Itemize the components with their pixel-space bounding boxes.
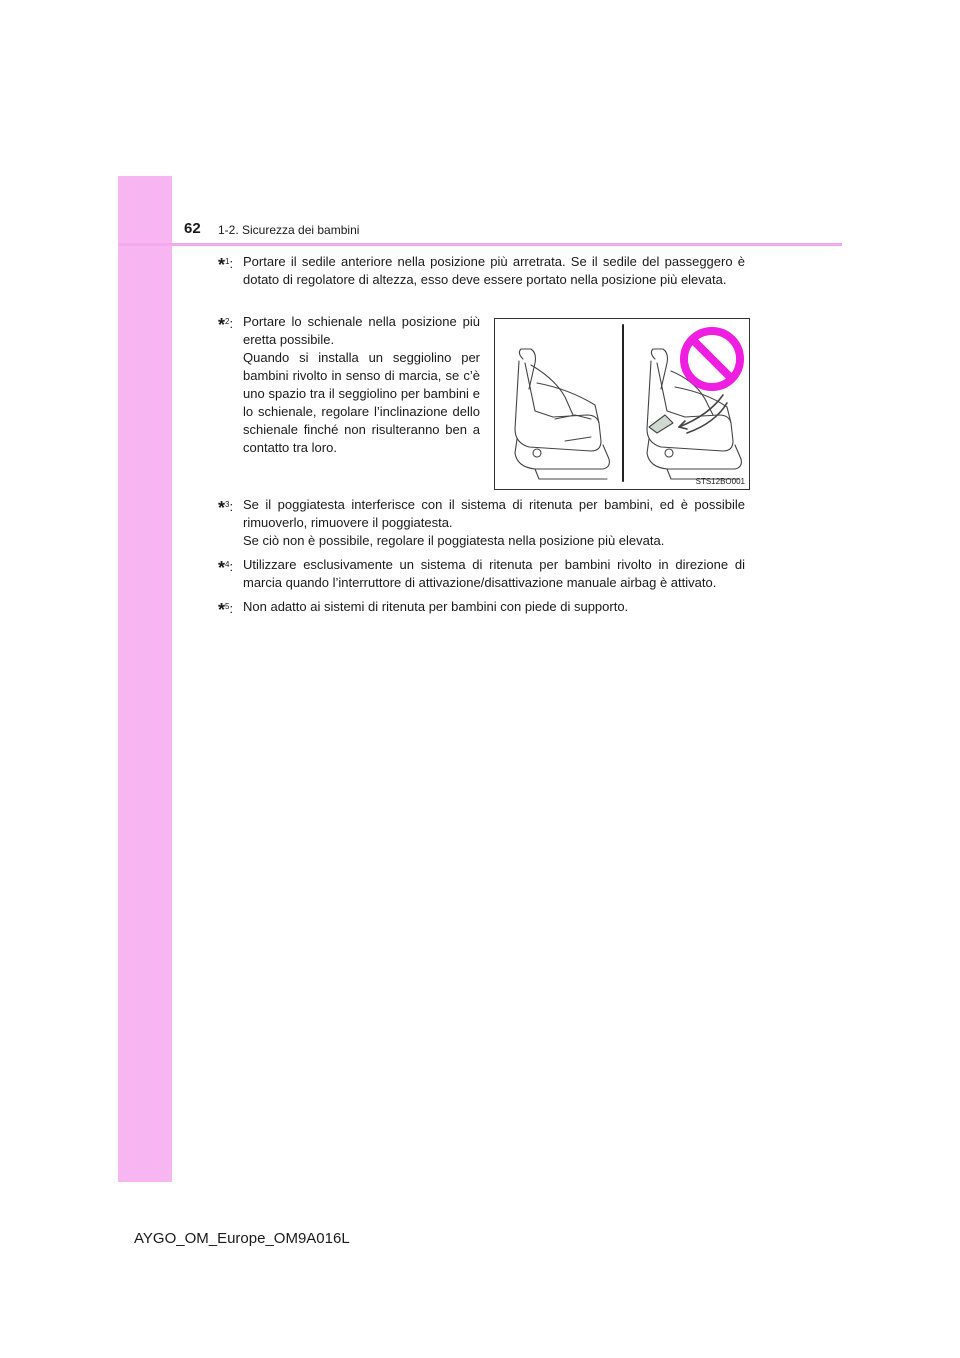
footnote-text: Portare il sedile anteriore nella posizione più arretrata. Se il sedile del passeggero è dotato di regolatore di altezza, esso deve essere portato nella posizione più elevata. bbox=[243, 254, 745, 287]
footnote-text: Non adatto ai sistemi di ritenuta per bambini con piede di supporto. bbox=[243, 599, 629, 614]
chapter-sidebar-tab bbox=[118, 176, 172, 1182]
footnote-text: Utilizzare esclusivamente un sistema di ritenuta per bambini rivolto in direzione di marcia quando l’interruttore di attivazione/disattivazione manuale airbag è attivato. bbox=[243, 557, 745, 590]
section-title: 1-2. Sicurezza dei bambini bbox=[218, 223, 360, 237]
footnote-marker: *$^5$: bbox=[218, 600, 234, 620]
figure-code: STS12BO001 bbox=[695, 477, 745, 486]
car-seat-with-child-seat-correct-icon bbox=[515, 349, 609, 479]
footnote-text: Quando si installa un seggiolino per bambini rivolto in senso di marcia, se c’è uno spazio tra il seggiolino per bambini e lo schienale, regolare l’inclinazione dello schienale finché non risulteranno ben a contatto tra loro. bbox=[243, 350, 480, 455]
prohibition-icon bbox=[684, 331, 740, 387]
footnote-3 bbox=[218, 496, 745, 550]
footnote-marker: *$^4$: bbox=[218, 558, 234, 578]
footnote-marker: *$^3$: bbox=[218, 498, 234, 518]
page-number: 62 bbox=[184, 220, 201, 237]
footnote-marker: *$^1$: bbox=[218, 255, 234, 275]
header-rule bbox=[118, 243, 842, 246]
footnote-text: Se ciò non è possibile, regolare il poggiatesta nella posizione più elevata. bbox=[243, 533, 665, 548]
seat-illustration-drawing bbox=[495, 319, 751, 491]
footnote-4 bbox=[218, 556, 745, 592]
footnote-text: Se il poggiatesta interferisce con il sistema di ritenuta per bambini, ed è possibile rimuoverlo, rimuovere il poggiatesta. bbox=[243, 497, 745, 530]
footnote-text: Portare lo schienale nella posizione più eretta possibile. bbox=[243, 314, 480, 347]
seat-illustration bbox=[494, 318, 750, 490]
footnote-marker: *$^2$: bbox=[218, 315, 234, 335]
footnote-1 bbox=[218, 253, 745, 289]
footnote-2 bbox=[218, 313, 480, 457]
document-code: AYGO_OM_Europe_OM9A016L bbox=[134, 1230, 350, 1247]
footnote-5 bbox=[218, 598, 745, 620]
